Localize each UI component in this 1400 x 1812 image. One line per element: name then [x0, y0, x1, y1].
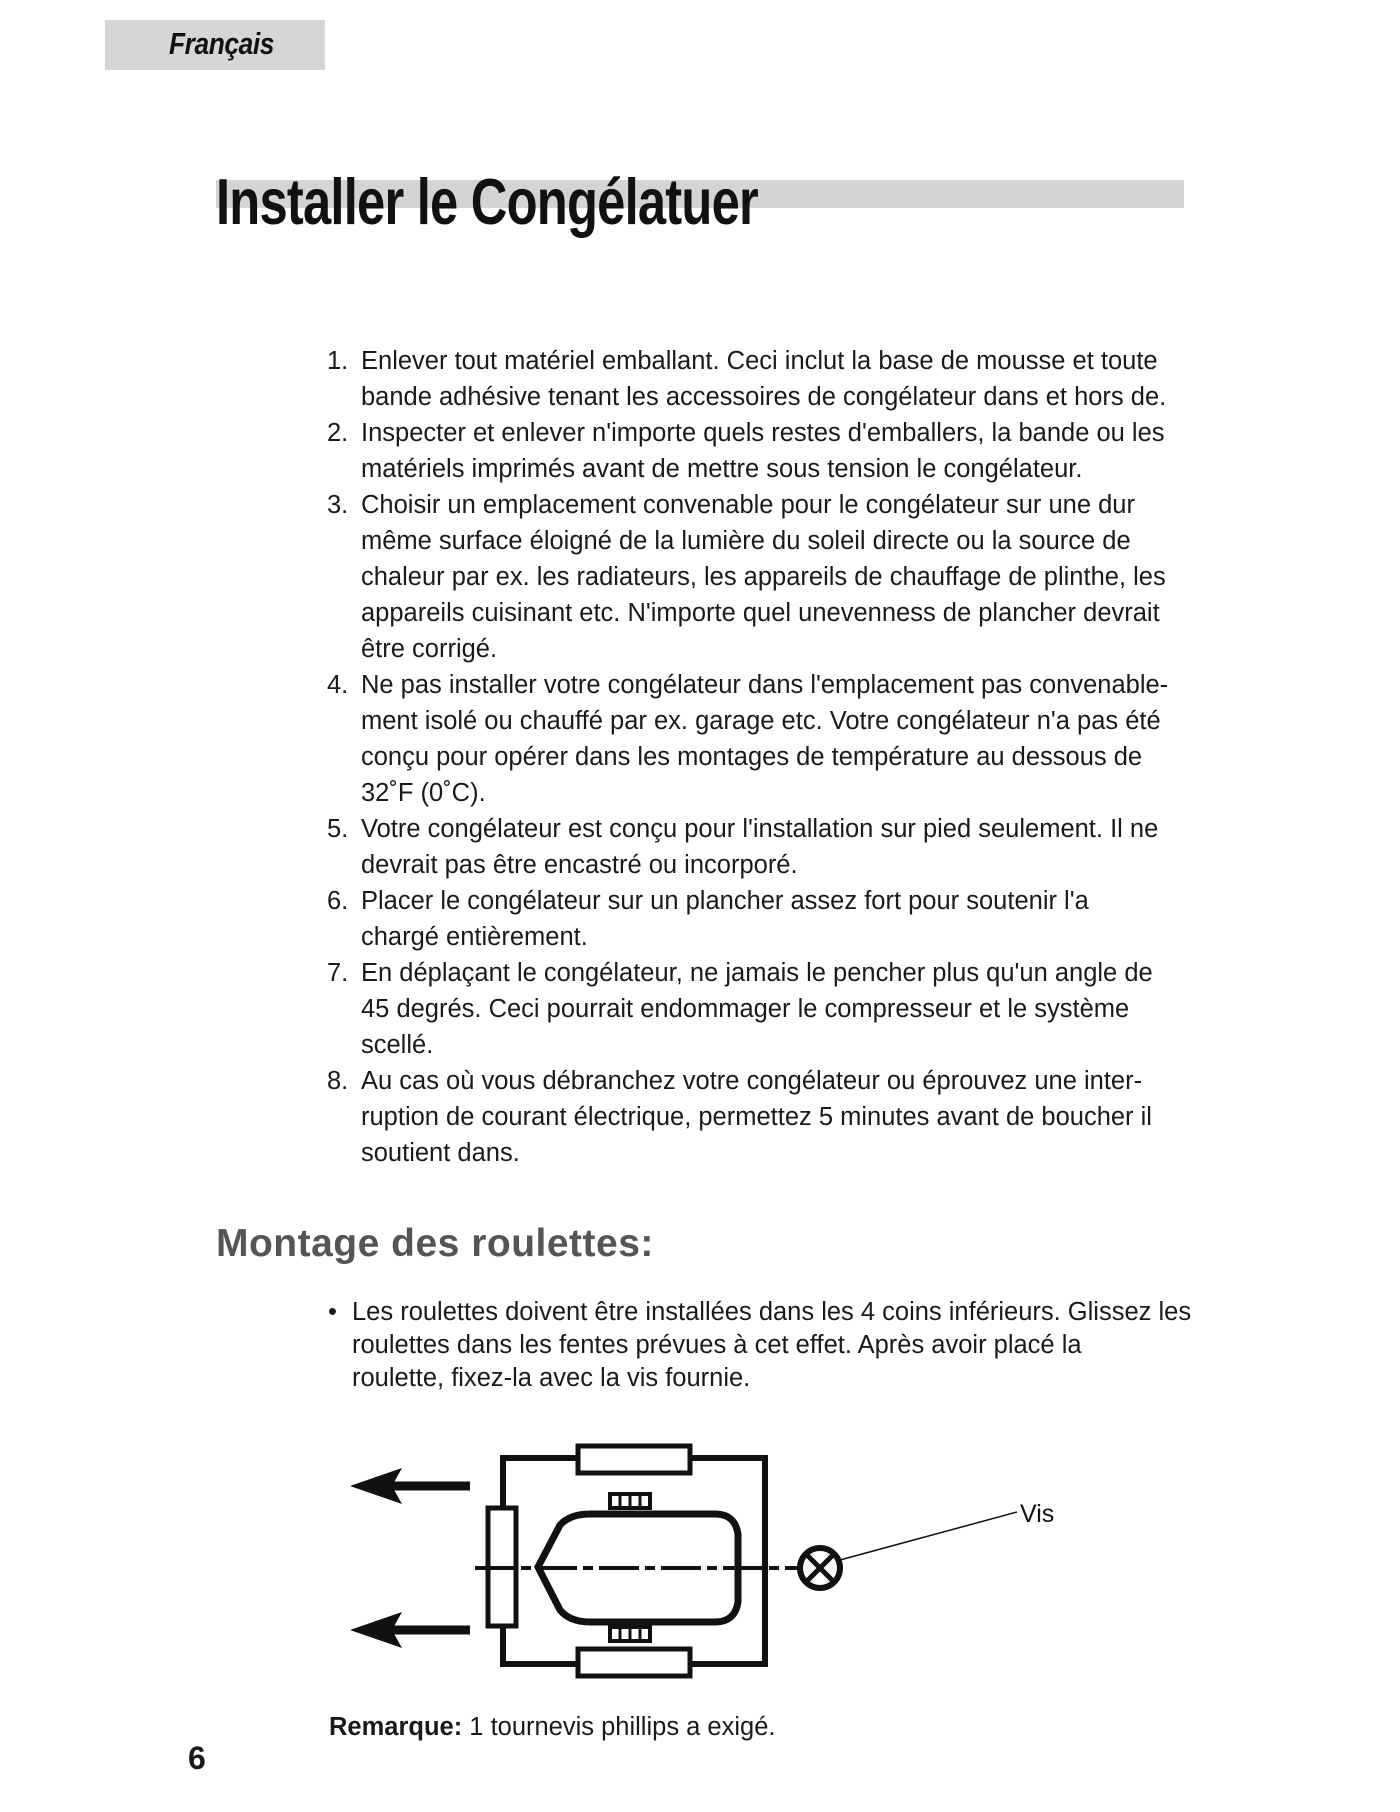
step-line: chargé entièrement. [361, 923, 588, 951]
bullet-line: roulette, fixez-la avec la vis fournie. [352, 1364, 751, 1392]
screw-leader-line [840, 1512, 1017, 1560]
step-line: conçu pour opérer dans les montages de température au dessous de [361, 743, 1143, 771]
step-item [325, 667, 1195, 811]
step-number: 8. [327, 1067, 349, 1095]
step-line: 45 degrés. Ceci pourrait endommager le compresseur et le système [361, 995, 1130, 1023]
step-line: bande adhésive tenant les accessoires de congélateur dans et hors de. [361, 383, 1167, 411]
step-number: 7. [327, 959, 349, 987]
step-line: Ne pas installer votre congélateur dans l'emplacement pas convenable- [361, 671, 1169, 699]
step-line: matériels imprimés avant de mettre sous tension le congélateur. [361, 455, 1083, 483]
note [329, 1713, 775, 1742]
step-item [325, 955, 1195, 1063]
bullet-text [328, 1296, 1198, 1395]
step-number: 2. [327, 419, 349, 447]
step-item [325, 415, 1195, 487]
step-line: être corrigé. [361, 635, 498, 663]
arrow-left-top [350, 1468, 470, 1504]
step-line: ruption de courant électrique, permettez 5 minutes avant de boucher il [361, 1103, 1152, 1131]
casters-bullet [328, 1296, 1198, 1395]
page-number: 6 [188, 1740, 206, 1776]
bullet-line: roulettes dans les fentes prévues à cet effet. Après avoir placé la [352, 1331, 1082, 1359]
step-item [325, 883, 1195, 955]
step-line: Placer le congélateur sur un plancher assez fort pour soutenir l'a [361, 887, 1089, 915]
step-line: 32˚F (0˚C). [361, 779, 486, 807]
step-line: En déplaçant le congélateur, ne jamais le pencher plus qu'un angle de [361, 959, 1153, 987]
step-number: 3. [327, 491, 349, 519]
bullet-dot: • [328, 1298, 337, 1326]
top-plate [578, 1446, 690, 1473]
step-number: 6. [327, 887, 349, 915]
step-line: Enlever tout matériel emballant. Ceci inclut la base de mousse et toute [361, 347, 1158, 375]
caster-diagram [340, 1430, 1100, 1690]
language-label: Français [169, 26, 274, 61]
step-line: chaleur par ex. les radiateurs, les appareils de chauffage de plinthe, les [361, 563, 1166, 591]
screw-icon [800, 1548, 840, 1588]
step-line: soutient dans. [361, 1139, 520, 1167]
step-line: appareils cuisinant etc. N'importe quel unevenness de plancher devrait [361, 599, 1160, 627]
step-line: Votre congélateur est conçu pour l'installation sur pied seulement. Il ne [361, 815, 1159, 843]
step-line: Inspecter et enlever n'importe quels restes d'emballers, la bande ou les [361, 419, 1165, 447]
step-item [325, 487, 1195, 667]
step-line: ment isolé ou chauffé par ex. garage etc. Votre congélateur n'a pas été [361, 707, 1161, 735]
step-line: Au cas où vous débranchez votre congélateur ou éprouvez une inter- [361, 1067, 1143, 1095]
casters-heading: Montage des roulettes: [216, 1222, 654, 1265]
step-line: scellé. [361, 1031, 434, 1059]
top-bolt-block [610, 1494, 650, 1508]
step-number: 1. [327, 347, 349, 375]
bottom-bolt-block [610, 1627, 650, 1641]
installation-steps-list [325, 343, 1195, 1171]
arrow-left-bottom [350, 1612, 470, 1648]
step-number: 5. [327, 815, 349, 843]
bullet-line: Les roulettes doivent être installées dans les 4 coins inférieurs. Glissez les [352, 1298, 1192, 1326]
screw-label: Vis [1020, 1500, 1055, 1528]
page-title: Installer le Congélatuer [216, 165, 758, 238]
bottom-plate [578, 1649, 690, 1676]
step-item [325, 1063, 1195, 1171]
step-number: 4. [327, 671, 349, 699]
step-line: même surface éloigné de la lumière du soleil directe ou la source de [361, 527, 1131, 555]
step-item [325, 343, 1195, 415]
note-label: Remarque: [329, 1713, 463, 1741]
step-line: devrait pas être encastré ou incorporé. [361, 851, 798, 879]
language-tab [105, 20, 325, 70]
note-text: 1 tournevis phillips a exigé. [469, 1713, 776, 1741]
step-item [325, 811, 1195, 883]
step-line: Choisir un emplacement convenable pour le congélateur sur une dur [361, 491, 1135, 519]
